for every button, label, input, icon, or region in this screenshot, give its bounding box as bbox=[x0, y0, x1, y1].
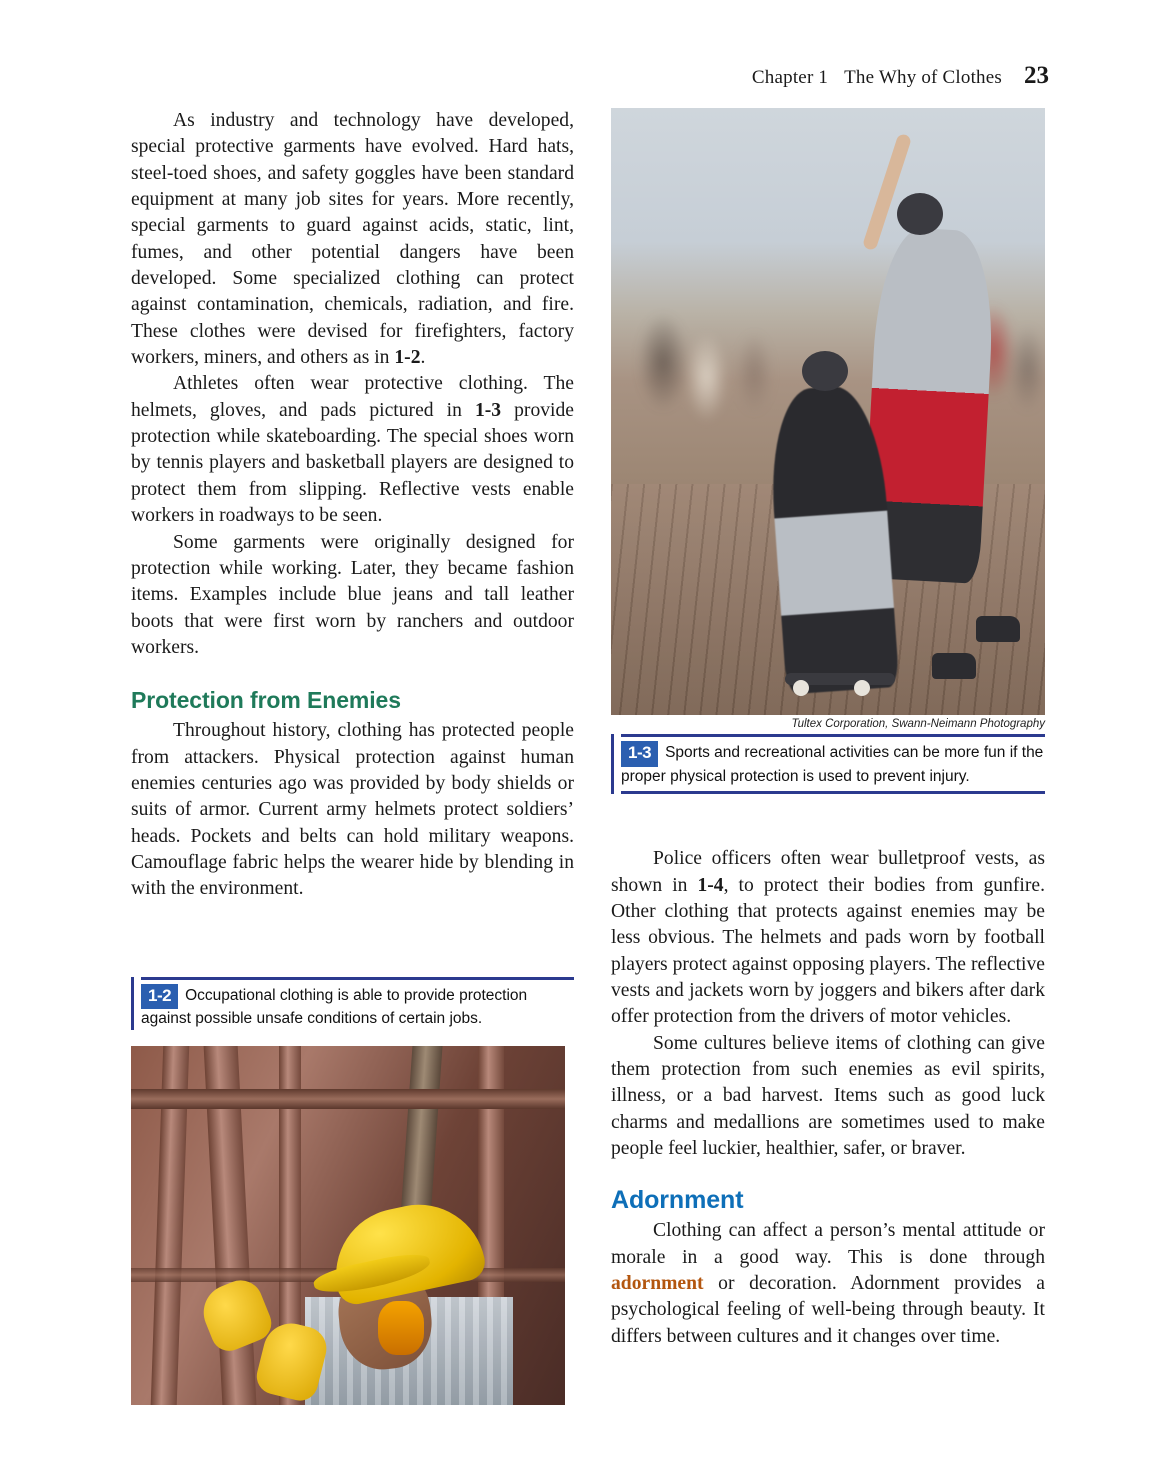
header-chapter-title: The Why of Clothes bbox=[844, 67, 1002, 88]
right-column bbox=[611, 108, 1045, 1350]
figure-1-3-credit: Tultex Corporation, Swann-Neimann Photography bbox=[791, 718, 1045, 730]
adornment-text-after: or decoration. Adornment provides a psychological feeling of well-being through beauty. It differs between cultures and it changes over time. bbox=[611, 1273, 1045, 1347]
page-header bbox=[752, 62, 1049, 90]
figure-1-2-image bbox=[131, 1046, 565, 1405]
figure-1-3-caption-block bbox=[611, 734, 1045, 794]
paragraph-protection-from-enemies bbox=[131, 718, 574, 902]
heading-protection-from-enemies: Protection from Enemies bbox=[131, 687, 401, 714]
paragraph-industry-technology bbox=[131, 108, 574, 371]
figure-1-2-caption-text: Occupational clothing is able to provide protection against possible unsafe conditions of certain jobs. bbox=[141, 986, 528, 1028]
paragraph-text: Throughout history, clothing has protected people from attackers. Physical protection against human enemies centuries ago was provided by body shields or suits of armor. Current army helmets protect soldiers’ heads. Pockets and belts can hold military weapons. Camouflage fabric helps the wearer hide by blending in with the environment. bbox=[131, 720, 574, 900]
figure-1-2-number: 1-2 bbox=[141, 984, 178, 1010]
spacer bbox=[131, 903, 574, 969]
caption-rule-top bbox=[621, 734, 1045, 737]
paragraph-police-vests bbox=[611, 846, 1045, 1030]
figure-1-3-number: 1-3 bbox=[621, 741, 658, 767]
header-chapter-line bbox=[752, 67, 1002, 89]
paragraph-athletes bbox=[131, 371, 574, 529]
caption-rule-top bbox=[141, 977, 574, 980]
paragraph-text: Some cultures believe items of clothing can give them protection from such enemies as evil spirits, illness, or a bad harvest. Items such as good luck charms and medallions are sometimes used to make people feel luckier, healthier, safer, or braver. bbox=[611, 1032, 1045, 1159]
paragraph-text: As industry and technology have developed, special protective garments have evolved. Hard hats, steel-toed shoes, and safety goggles have been standard equipment at many job sites for years. More recently, special garments to guard against acids, static, lint, fumes, and other potential dangers have been developed. Some specialized clothing can protect against contamination, chemicals, radiation, and fire. These clothes were devised for firefighters, factory workers, miners, and others as in 1-2. bbox=[131, 110, 574, 369]
heading-adornment: Adornment bbox=[611, 1186, 744, 1215]
page-number: 23 bbox=[1024, 62, 1049, 89]
figure-1-3-image bbox=[611, 108, 1045, 715]
glossary-term-adornment: adornment bbox=[611, 1273, 704, 1295]
paragraph-text: Police officers often wear bulletproof vests, as shown in 1-4, to protect their bodies from gunfire. Other clothing that protects against enemies may be less obvious. The helmets and pads worn by football players protect against opposing players. The reflective vests and jackets worn by joggers and bikers after dark offer protection from the drivers of motor vehicles. bbox=[611, 848, 1045, 1028]
paragraph-adornment bbox=[611, 1218, 1045, 1350]
ear-protection bbox=[378, 1301, 424, 1355]
adornment-text-before: Clothing can affect a person’s mental attitude or morale in a good way. This is done through bbox=[611, 1220, 1045, 1268]
sneaker bbox=[932, 653, 976, 679]
sneaker bbox=[976, 616, 1020, 642]
skater-front-helmet bbox=[802, 351, 848, 391]
paragraph-text: Some garments were originally designed for protection while working. Later, they became fashion items. Examples include blue jeans and tall leather boots that were first worn by ranchers and outdoor workers. bbox=[131, 531, 574, 658]
left-column bbox=[131, 108, 574, 1405]
figure-1-3-caption-text: Sports and recreational activities can be more fun if the proper physical protection is used to prevent injury. bbox=[621, 744, 1044, 785]
paragraph-text: Athletes often wear protective clothing. The helmets, gloves, and pads pictured in 1-3 provide protection while skateboarding. The special shoes worn by tennis players and basketball players are designed to protect them from slipping. Reflective vests enable workers in roadways to be seen. bbox=[131, 373, 574, 527]
pipe-shape bbox=[131, 1089, 565, 1109]
figure-1-3-caption bbox=[621, 741, 1045, 787]
paragraph-cultures-charms bbox=[611, 1031, 1045, 1163]
header-chapter-number: Chapter 1 bbox=[751, 67, 829, 88]
spacer bbox=[611, 794, 1045, 846]
figure-1-2-caption-block bbox=[131, 977, 574, 1030]
paragraph-fashion-items bbox=[131, 530, 574, 662]
figure-1-2-caption bbox=[141, 984, 574, 1030]
caption-rule-bottom bbox=[621, 791, 1045, 794]
